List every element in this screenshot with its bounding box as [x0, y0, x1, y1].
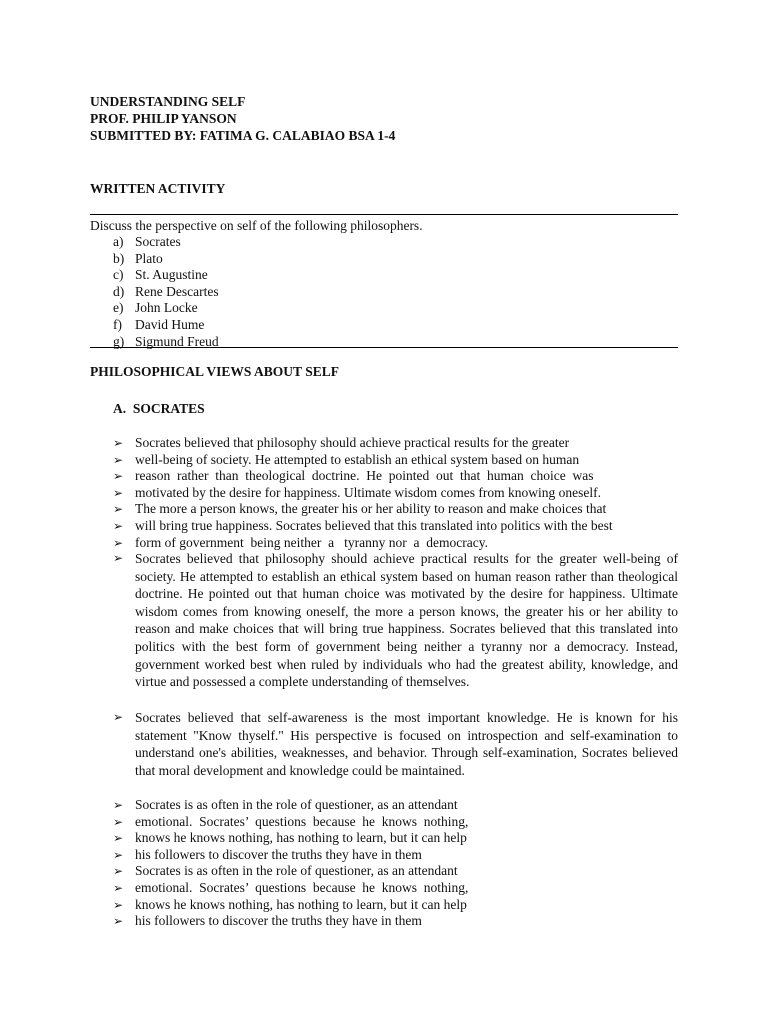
bullet-text: will bring true happiness. Socrates believed that this translated into politics with the best — [135, 517, 613, 533]
list-marker: b) — [113, 250, 125, 266]
arrow-bullet-icon: ➢ — [113, 847, 124, 862]
arrow-bullet-icon: ➢ — [113, 551, 124, 565]
philosopher-name: John Locke — [135, 300, 198, 316]
socrates-bullets-1 — [113, 435, 678, 551]
socrates-paragraph-1 — [113, 550, 678, 691]
section-a-heading: A. SOCRATES — [113, 401, 205, 416]
list-item — [113, 251, 219, 268]
arrow-bullet-icon: ➢ — [113, 798, 124, 812]
arrow-bullet-icon: ➢ — [113, 436, 124, 450]
list-item — [113, 234, 219, 251]
arrow-bullet-icon: ➢ — [113, 880, 124, 895]
bullet-text: The more a person knows, the greater his or her ability to reason and make choices that — [135, 501, 607, 517]
philosopher-name: Rene Descartes — [135, 283, 219, 299]
socrates-paragraph-2 — [113, 709, 678, 779]
list-item — [113, 501, 678, 518]
list-item — [113, 452, 678, 469]
list-item — [113, 880, 678, 897]
bullet-text: emotional. Socrates’ questions because he knows nothing, — [135, 879, 469, 895]
list-item — [113, 863, 678, 880]
arrow-bullet-icon: ➢ — [113, 452, 124, 467]
arrow-bullet-icon: ➢ — [113, 710, 124, 724]
list-item — [113, 913, 678, 930]
bullet-text: reason rather than theological doctrine. He pointed out that human choice was — [135, 468, 594, 484]
arrow-bullet-icon: ➢ — [113, 864, 124, 879]
list-item — [113, 797, 678, 814]
document-header — [90, 93, 395, 144]
arrow-bullet-icon: ➢ — [113, 518, 124, 533]
arrow-bullet-icon: ➢ — [113, 897, 124, 912]
top-divider — [90, 214, 678, 215]
bullet-text: Socrates believed that philosophy should achieve practical results for the greater — [135, 435, 570, 450]
socrates-bullets-2 — [113, 797, 678, 930]
written-activity-heading: WRITTEN ACTIVITY — [90, 181, 226, 196]
list-marker: a) — [113, 234, 124, 249]
list-item — [113, 814, 678, 831]
arrow-bullet-icon: ➢ — [113, 814, 124, 829]
bullet-text: his followers to discover the truths they have in them — [135, 846, 422, 862]
bottom-divider — [90, 347, 678, 348]
submitted-by: SUBMITTED BY: FATIMA G. CALABIAO BSA 1-4 — [90, 128, 396, 143]
philosopher-name: David Hume — [135, 316, 205, 332]
arrow-bullet-icon: ➢ — [113, 831, 124, 846]
course-title: UNDERSTANDING SELF — [90, 94, 246, 109]
list-item — [113, 518, 678, 535]
philosophical-views-heading: PHILOSOPHICAL VIEWS ABOUT SELF — [90, 364, 339, 379]
list-item — [113, 284, 219, 301]
list-item — [113, 535, 678, 552]
list-marker: e) — [113, 300, 124, 316]
philosopher-list — [113, 234, 219, 350]
philosopher-name: Sigmund Freud — [135, 333, 219, 349]
list-item — [113, 485, 678, 502]
list-marker: g) — [113, 333, 125, 349]
paragraph-text: Socrates believed that philosophy should achieve practical results for the greater well-being of society. He attempted to establish an ethical system based on human reason rather than theological doctrine. He pointed out that human choice was motivated by the desire for happiness. Ultimate wisdom comes from knowing oneself, the more a person knows, the greater his or her ability to reason and make choices that will bring true happiness. Socrates believed that this translated into politics with the best form of government being neither a tyranny nor a democracy. Instead, government worked best when ruled by individuals who had the greatest ability, knowledge, and virtue and possessed a complete understanding of themselves. — [135, 551, 678, 690]
bullet-text: well-being of society. He attempted to establish an ethical system based on human — [135, 451, 580, 467]
list-item — [113, 468, 678, 485]
list-item — [113, 267, 219, 284]
paragraph-text: Socrates believed that self-awareness is the most important knowledge. He is known for his statement "Know thyself." His perspective is focused on introspection and self-examination to understand one's abilities, weaknesses, and behavior. Through self-examination, Socrates believed that moral development and knowledge could be maintained. — [135, 710, 678, 778]
list-marker: d) — [113, 283, 125, 299]
arrow-bullet-icon: ➢ — [113, 535, 124, 550]
philosopher-name: Plato — [135, 250, 163, 266]
list-item — [113, 897, 678, 914]
bullet-text: emotional. Socrates’ questions because he knows nothing, — [135, 813, 469, 829]
arrow-bullet-icon: ➢ — [113, 485, 124, 500]
philosopher-name: St. Augustine — [135, 267, 208, 283]
bullet-text: Socrates is as often in the role of questioner, as an attendant — [135, 863, 458, 879]
professor-name: PROF. PHILIP YANSON — [90, 111, 237, 126]
list-item — [113, 435, 678, 452]
list-item — [113, 300, 219, 317]
bullet-text: his followers to discover the truths they have in them — [135, 913, 422, 929]
arrow-bullet-icon: ➢ — [113, 914, 124, 929]
list-marker: c) — [113, 267, 124, 283]
activity-prompt: Discuss the perspective on self of the following philosophers. — [90, 218, 423, 233]
philosopher-name: Socrates — [135, 234, 181, 249]
list-marker: f) — [113, 316, 122, 332]
bullet-text: motivated by the desire for happiness. Ultimate wisdom comes from knowing oneself. — [135, 484, 602, 500]
bullet-text: knows he knows nothing, has nothing to learn, but it can help — [135, 896, 467, 912]
bullet-text: Socrates is as often in the role of questioner, as an attendant — [135, 797, 458, 812]
bullet-text: knows he knows nothing, has nothing to learn, but it can help — [135, 830, 467, 846]
list-item — [113, 830, 678, 847]
bullet-text: form of government being neither a tyranny nor a democracy. — [135, 534, 488, 550]
list-item — [113, 550, 678, 691]
list-item — [113, 317, 219, 334]
arrow-bullet-icon: ➢ — [113, 469, 124, 484]
arrow-bullet-icon: ➢ — [113, 502, 124, 517]
list-item — [113, 709, 678, 779]
list-item — [113, 847, 678, 864]
